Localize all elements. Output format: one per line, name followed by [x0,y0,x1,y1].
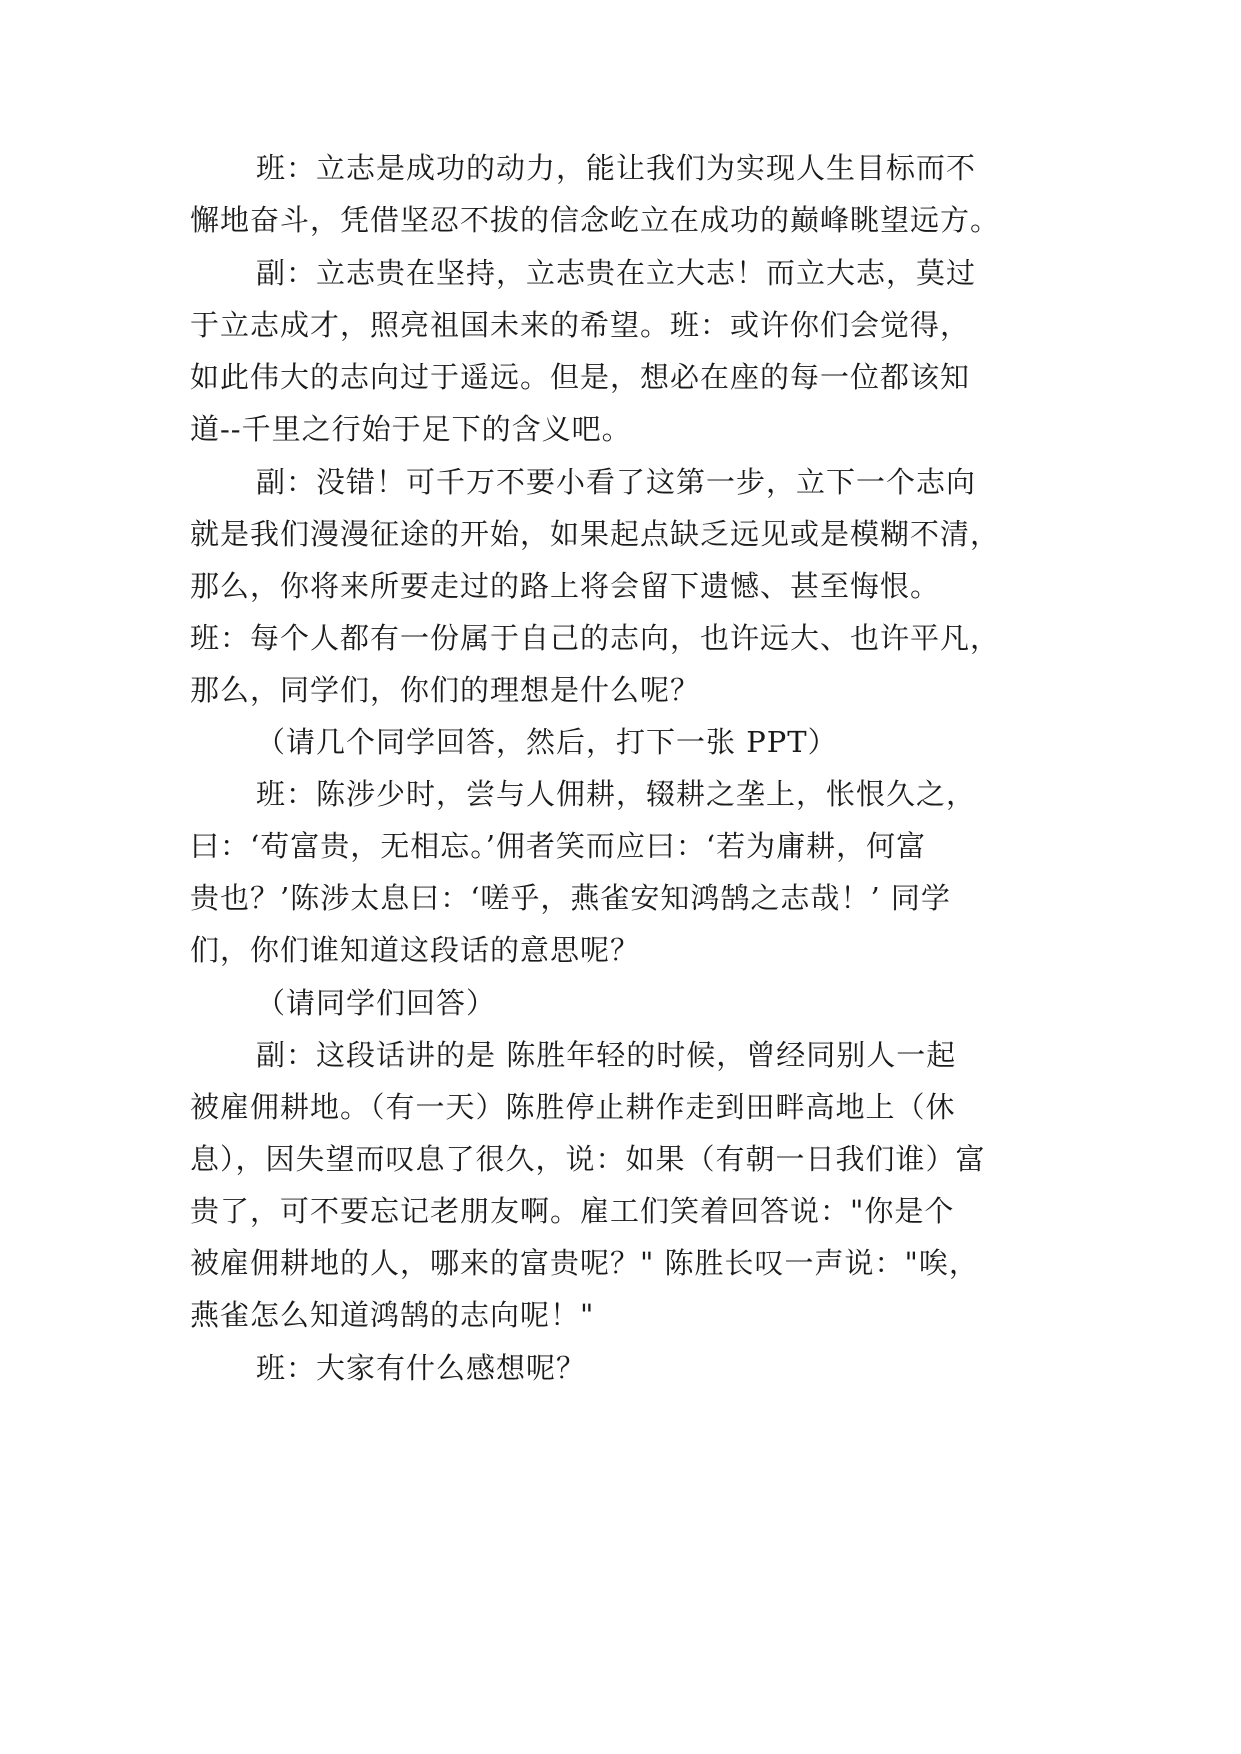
text-line: 懈地奋斗，凭借坚忍不拔的信念屹立在成功的巅峰眺望远方。 [190,203,1001,237]
text-line: 息），因失望而叹息了很久，说：如果（有朝一日我们谁）富 [190,1142,986,1176]
text-line: 被雇佣耕地。（有一天）陈胜停止耕作走到田畔高地上（休 [190,1090,956,1124]
text-line: 贵了，可不要忘记老朋友啊。雇工们笑着回答说："你是个 [190,1194,955,1228]
text-line: 班：立志是成功的动力，能让我们为实现人生目标而不 [256,151,977,185]
text-line: 曰：‘苟富贵，无相忘。’佣者笑而应曰：‘若为庸耕，何富 [190,829,927,863]
text-line: 副：这段话讲的是 陈胜年轻的时候，曾经同别人一起 [256,1038,957,1072]
text-line: 于立志成才，照亮祖国未来的希望。班：或许你们会觉得， [190,308,971,342]
text-line: 副：立志贵在坚持，立志贵在立大志！而立大志，莫过 [256,256,977,290]
text-line: 贵也？’陈涉太息曰：‘嗟乎，燕雀安知鸿鹄之志哉！’ 同学 [190,881,951,915]
text-line: 就是我们漫漫征途的开始，如果起点缺乏远见或是模糊不清， [190,517,1001,551]
text-line: 副：没错！可千万不要小看了这第一步，立下一个志向 [256,465,977,499]
text-line: 燕雀怎么知道鸿鹄的志向呢！" [190,1298,595,1332]
text-line: 那么，你将来所要走过的路上将会留下遗憾、甚至悔恨。 [190,569,941,603]
text-line: 那么，同学们，你们的理想是什么呢？ [190,673,701,707]
text-line: 们，你们谁知道这段话的意思呢？ [190,933,641,967]
text-line: 班：每个人都有一份属于自己的志向，也许远大、也许平凡， [190,621,1001,655]
text-line: （请几个同学回答，然后，打下一张 PPT） [256,725,838,759]
text-line: 道--千里之行始于足下的含义吧。 [190,412,632,446]
text-line: 班：大家有什么感想呢？ [256,1351,587,1385]
text-line: 如此伟大的志向过于遥远。但是，想必在座的每一位都该知 [190,360,971,394]
text-line: （请同学们回答） [256,986,497,1020]
text-line: 被雇佣耕地的人，哪来的富贵呢？" 陈胜长叹一声说："唉， [190,1246,979,1280]
text-line: 班：陈涉少时，尝与人佣耕，辍耕之垄上，怅恨久之， [256,777,977,811]
